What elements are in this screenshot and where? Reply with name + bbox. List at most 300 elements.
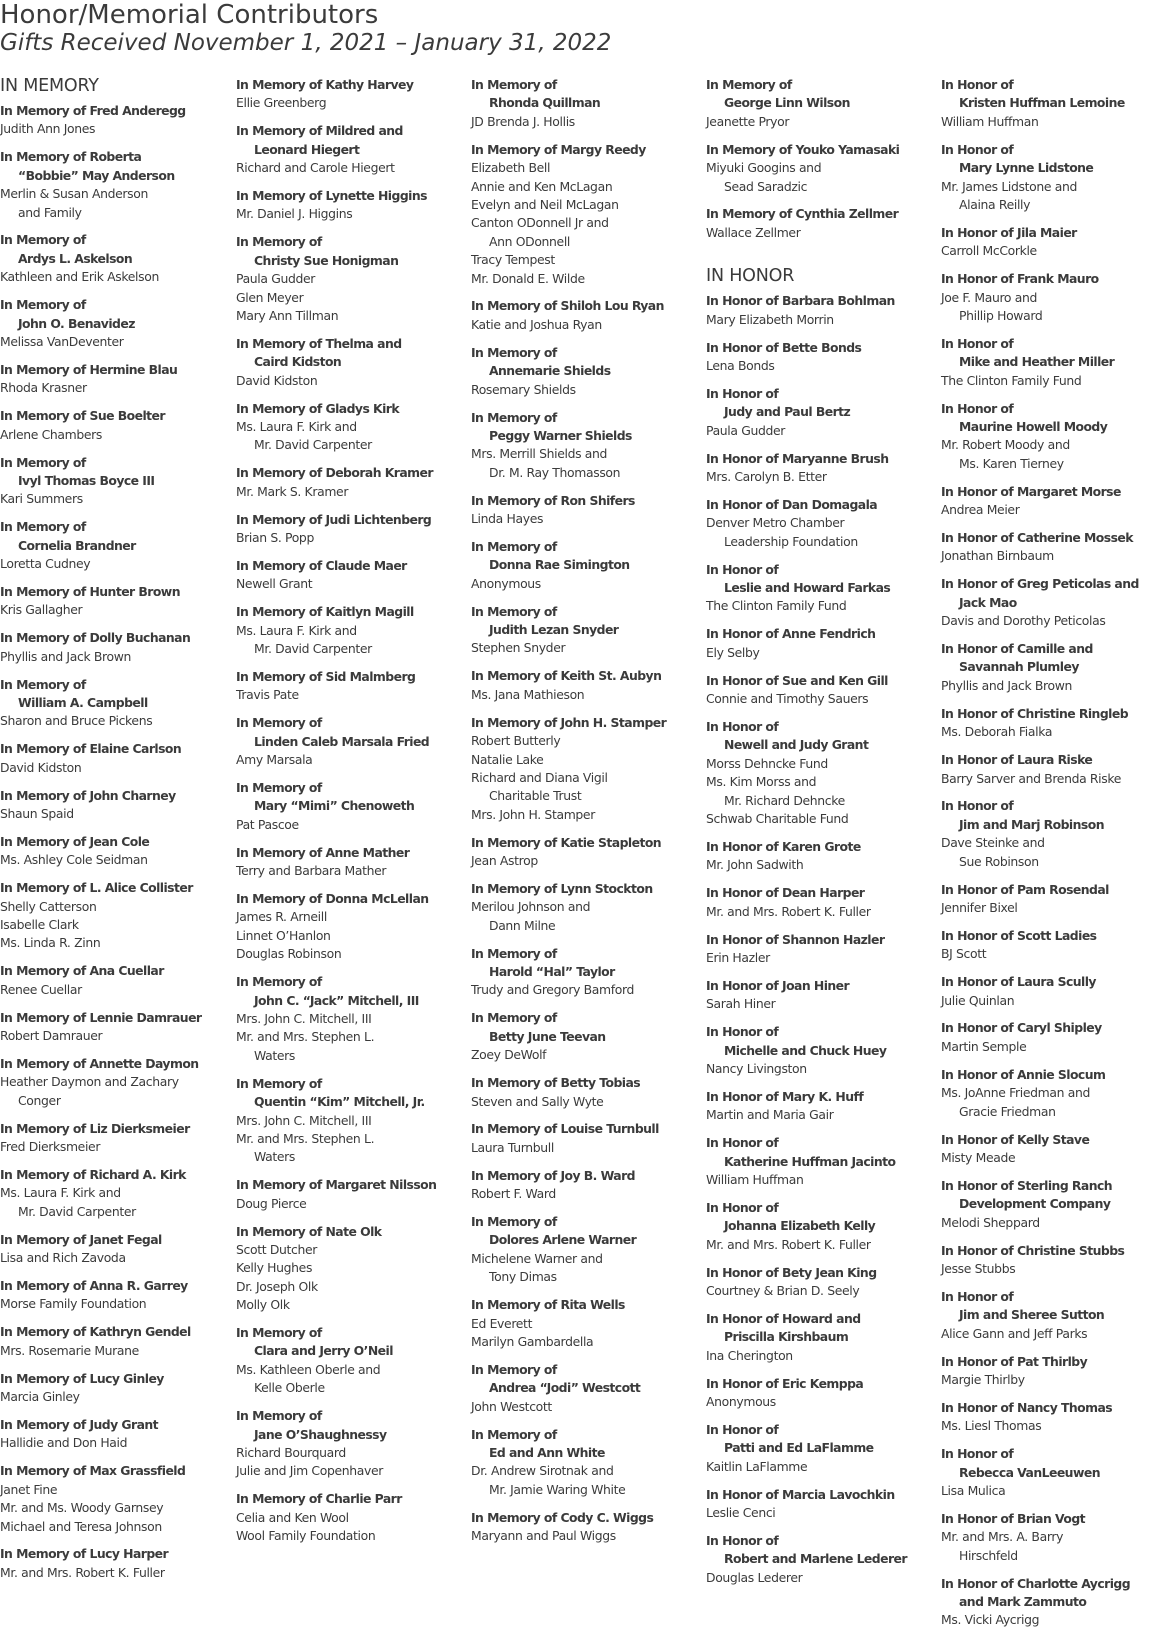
- contributor-name: Molly Olk: [236, 1297, 290, 1313]
- honoree-name: In Honor of Bety Jean King: [706, 1264, 877, 1280]
- contributor-name: Jonathan Birnbaum: [941, 548, 1054, 564]
- honoree-name: Judy and Paul Bertz: [724, 404, 851, 420]
- contributor-name: Ms. Liesl Thomas: [941, 1418, 1042, 1434]
- contributor-name: Melodi Sheppard: [941, 1214, 1040, 1230]
- honoree-name: In Memory of: [471, 603, 557, 619]
- honoree-name: In Memory of Youko Yamasaki: [706, 141, 900, 157]
- tribute-entry: [706, 1264, 932, 1301]
- honoree-name: Cornelia Brandner: [18, 537, 136, 553]
- honoree-name: “Bobbie” May Anderson: [18, 167, 175, 183]
- honoree-name: In Memory of Richard A. Kirk: [0, 1167, 186, 1182]
- contributor-name: Gracie Friedman: [959, 1103, 1056, 1119]
- honoree-name: In Honor of Eric Kemppa: [706, 1375, 864, 1391]
- honoree-name: In Memory of: [471, 1214, 557, 1230]
- tribute-entry: [941, 76, 1154, 131]
- tribute-entry: [236, 233, 462, 325]
- honoree-name: In Honor of: [706, 1135, 779, 1151]
- contributor-name: Robert F. Ward: [471, 1186, 556, 1202]
- contributor-name: Ms. Laura F. Kirk and: [236, 419, 357, 434]
- tribute-entry: [706, 838, 932, 875]
- tribute-entry: [0, 629, 226, 666]
- tribute-entry: [941, 1399, 1154, 1436]
- honoree-name: Dolores Arlene Warner: [489, 1232, 637, 1248]
- honoree-name: Jack Mao: [959, 594, 1017, 610]
- honoree-name: In Memory of Margy Reedy: [471, 141, 646, 157]
- tribute-entry: [706, 496, 932, 551]
- honoree-name: In Memory of Lynette Higgins: [236, 188, 427, 204]
- contributor-name: Andrea Meier: [941, 502, 1020, 518]
- tribute-entry: [471, 603, 697, 658]
- contributor-name: JD Brenda J. Hollis: [471, 113, 575, 129]
- contributor-name: Ms. Kathleen Oberle and: [236, 1361, 381, 1377]
- contributor-name: Connie and Timothy Sauers: [706, 691, 869, 707]
- tribute-entry: [0, 1231, 226, 1268]
- contributor-name: Ms. Laura F. Kirk and: [236, 622, 357, 638]
- tribute-entry: [0, 1055, 226, 1110]
- contributor-name: Mr. Mark S. Kramer: [236, 483, 349, 499]
- contributor-name: Mrs. Carolyn B. Etter: [706, 469, 827, 484]
- contributor-name: Richard and Carole Hiegert: [236, 160, 395, 176]
- contributor-name: Douglas Lederer: [706, 1569, 803, 1585]
- tribute-entry: [0, 1166, 226, 1221]
- column-1: [0, 76, 226, 1592]
- honoree-name: In Memory of Fred Anderegg: [0, 103, 186, 118]
- honoree-name: In Memory of Cynthia Zellmer: [706, 206, 899, 222]
- honoree-name: In Memory of Kaitlyn Magill: [236, 604, 414, 620]
- contributor-name: Mr. Daniel J. Higgins: [236, 206, 353, 222]
- tribute-entry: [0, 1416, 226, 1453]
- contributor-name: Courtney & Brian D. Seely: [706, 1283, 860, 1299]
- tribute-entry: [706, 625, 932, 662]
- honoree-name: In Honor of Dan Domagala: [706, 496, 878, 512]
- tribute-entry: [236, 557, 462, 594]
- contributor-name: Mr. Robert Moody and: [941, 437, 1070, 453]
- tribute-entry: [706, 884, 932, 921]
- tribute-entry: [236, 714, 462, 769]
- tribute-entry: [941, 1445, 1154, 1500]
- column-5: [941, 76, 1154, 1639]
- contributor-name: Mrs. John H. Stamper: [471, 806, 595, 822]
- contributor-name: Phyllis and Jack Brown: [941, 677, 1072, 693]
- contributor-name: Julie Quinlan: [941, 992, 1015, 1008]
- honoree-name: In Memory of Margaret Nilsson: [236, 1177, 437, 1193]
- contributor-name: Newell Grant: [236, 576, 313, 592]
- contributor-name: Ms. JoAnne Friedman and: [941, 1085, 1090, 1101]
- honoree-name: In Memory of Hunter Brown: [0, 583, 180, 599]
- honoree-name: Development Company: [959, 1196, 1111, 1212]
- contributor-name: Morss Dehncke Fund: [706, 755, 828, 771]
- honoree-name: In Memory of: [0, 454, 86, 470]
- honoree-name: In Memory of Mildred and: [236, 123, 403, 139]
- contributor-name: Ms. Kim Morss and: [706, 774, 817, 790]
- honoree-name: Katherine Huffman Jacinto: [724, 1153, 896, 1169]
- tribute-entry: [236, 1324, 462, 1398]
- tribute-entry: [236, 464, 462, 501]
- honoree-name: In Honor of: [941, 77, 1014, 92]
- honoree-name: In Memory of Kathy Harvey: [236, 77, 414, 92]
- tribute-entry: [941, 1510, 1154, 1565]
- contributor-name: Merilou Johnson and: [471, 899, 591, 915]
- honoree-name: In Honor of Margaret Morse: [941, 483, 1121, 499]
- column-4: [706, 76, 932, 1597]
- honoree-name: In Memory of Roberta: [0, 149, 142, 165]
- contributor-name: Natalie Lake: [471, 751, 544, 767]
- honoree-name: In Honor of Shannon Hazler: [706, 931, 885, 947]
- tribute-entry: [0, 231, 226, 286]
- honoree-name: In Honor of Sue and Ken Gill: [706, 672, 888, 688]
- contributor-name: Carroll McCorkle: [941, 243, 1037, 259]
- honoree-name: Caird Kidston: [254, 354, 342, 370]
- contributor-name: Mr. David Carpenter: [18, 1203, 136, 1219]
- tribute-entry: [0, 1323, 226, 1360]
- tribute-entry: [0, 148, 226, 222]
- contributor-name: Michael and Teresa Johnson: [0, 1518, 162, 1534]
- tribute-entry: [0, 1277, 226, 1314]
- contributor-name: Fred Dierksmeier: [0, 1139, 101, 1155]
- tribute-entry: [0, 1009, 226, 1046]
- tribute-entry: [0, 583, 226, 620]
- honoree-name: Savannah Plumley: [959, 659, 1079, 675]
- honoree-name: In Memory of Keith St. Aubyn: [471, 668, 662, 684]
- contributor-name: Mr. James Lidstone and: [941, 178, 1077, 194]
- honoree-name: In Memory of Elaine Carlson: [0, 741, 182, 757]
- honoree-name: In Honor of Caryl Shipley: [941, 1020, 1102, 1036]
- tribute-entry: [471, 297, 697, 334]
- honoree-name: Jane O’Shaughnessy: [254, 1426, 387, 1442]
- tribute-entry: [941, 270, 1154, 325]
- honoree-name: In Memory of Donna McLellan: [236, 891, 429, 907]
- honoree-name: In Honor of Mary K. Huff: [706, 1088, 864, 1104]
- honoree-name: In Memory of Lucy Ginley: [0, 1370, 164, 1386]
- tribute-entry: [471, 667, 697, 704]
- honoree-name: In Memory of: [0, 232, 86, 248]
- honoree-name: In Memory of Cody C. Wiggs: [471, 1509, 654, 1525]
- tribute-entry: [471, 1361, 697, 1416]
- contributor-name: Shaun Spaid: [0, 806, 74, 821]
- tribute-entry: [0, 1545, 226, 1582]
- tribute-entry: [941, 400, 1154, 474]
- contributor-name: Tony Dimas: [489, 1269, 557, 1285]
- contributor-name: Schwab Charitable Fund: [706, 811, 849, 826]
- honoree-name: In Honor of Greg Peticolas and: [941, 576, 1139, 592]
- contributor-name: Kris Gallagher: [0, 602, 83, 618]
- tribute-entry: [0, 833, 226, 870]
- honoree-name: In Honor of Sterling Ranch: [941, 1177, 1113, 1193]
- contributor-name: Mr. David Carpenter: [254, 641, 372, 657]
- honoree-name: In Honor of: [706, 385, 779, 401]
- contributor-name: Ms. Vicki Aycrigg: [941, 1612, 1040, 1628]
- honoree-name: Ed and Ann White: [489, 1445, 605, 1460]
- contributor-name: Sharon and Bruce Pickens: [0, 713, 153, 729]
- contributor-name: Hallidie and Don Haid: [0, 1435, 128, 1451]
- honoree-name: In Memory of Kathryn Gendel: [0, 1324, 191, 1340]
- contributor-name: Richard Bourquard: [236, 1445, 346, 1460]
- honoree-name: In Honor of Annie Slocum: [941, 1066, 1106, 1082]
- honoree-name: In Honor of: [941, 798, 1014, 814]
- contributor-name: Scott Dutcher: [236, 1241, 317, 1257]
- tribute-entry: [706, 76, 932, 131]
- honoree-name: Betty June Teevan: [489, 1028, 606, 1044]
- contributor-name: Charitable Trust: [489, 788, 582, 804]
- contributor-name: Anonymous: [471, 575, 541, 591]
- tribute-entry: [706, 1375, 932, 1412]
- honoree-name: In Memory of Max Grassfield: [0, 1463, 186, 1479]
- tribute-entry: [941, 797, 1154, 871]
- column-2: [236, 76, 462, 1555]
- honoree-name: In Honor of Laura Scully: [941, 974, 1096, 990]
- tribute-entry: [706, 205, 932, 242]
- honoree-name: In Memory of: [236, 1075, 322, 1091]
- contributor-name: Rosemary Shields: [471, 381, 576, 397]
- contributor-name: Terry and Barbara Mather: [236, 863, 387, 879]
- honoree-name: Andrea “Jodi” Westcott: [489, 1380, 641, 1396]
- honoree-name: In Honor of: [941, 141, 1014, 157]
- contributor-name: Shelly Catterson: [0, 898, 97, 914]
- contributor-name: Linnet O’Hanlon: [236, 927, 331, 943]
- contributor-name: Marcia Ginley: [0, 1389, 80, 1405]
- contributor-name: Lisa and Rich Zavoda: [0, 1250, 126, 1266]
- tribute-entry: [706, 561, 932, 616]
- honoree-name: In Memory of John H. Stamper: [471, 714, 667, 730]
- contributor-name: Melissa VanDeventer: [0, 333, 124, 349]
- honoree-name: In Honor of: [706, 561, 779, 577]
- contributor-name: Heather Daymon and Zachary: [0, 1074, 179, 1090]
- contributor-name: Ms. Jana Mathieson: [471, 686, 585, 702]
- tribute-entry: [471, 141, 697, 288]
- contributor-name: William Huffman: [941, 113, 1039, 129]
- tribute-entry: [471, 834, 697, 871]
- honoree-name: In Memory of: [236, 715, 322, 731]
- honoree-name: In Memory of: [471, 945, 557, 961]
- honoree-name: Kristen Huffman Lemoine: [959, 95, 1125, 111]
- contributor-name: Dave Steinke and: [941, 835, 1045, 851]
- contributor-name: Erin Hazler: [706, 949, 770, 965]
- contributor-name: Joe F. Mauro and: [941, 289, 1037, 305]
- honoree-name: In Memory of Sid Malmberg: [236, 668, 416, 684]
- contributor-name: Arlene Chambers: [0, 426, 103, 442]
- page-subtitle: Gifts Received November 1, 2021 – January 31, 2022: [0, 30, 612, 56]
- honoree-name: In Memory of Rita Wells: [471, 1297, 625, 1313]
- tribute-entry: [0, 407, 226, 444]
- contributor-name: Alice Gann and Jeff Parks: [941, 1325, 1088, 1341]
- tribute-entry: [0, 296, 226, 351]
- tribute-entry: [236, 1490, 462, 1545]
- honoree-name: Quentin “Kim” Mitchell, Jr.: [254, 1094, 425, 1110]
- honoree-name: Patti and Ed LaFlamme: [724, 1440, 874, 1456]
- tribute-entry: [941, 141, 1154, 215]
- honoree-name: Michelle and Chuck Huey: [724, 1042, 887, 1058]
- honoree-name: In Honor of Karen Grote: [706, 838, 861, 854]
- honoree-name: In Memory of Liz Dierksmeier: [0, 1120, 190, 1136]
- contributor-name: Travis Pate: [236, 687, 299, 703]
- tribute-entry: [0, 1120, 226, 1157]
- honoree-name: In Honor of Frank Mauro: [941, 271, 1099, 287]
- honoree-name: Newell and Judy Grant: [724, 737, 869, 753]
- contributor-name: Ely Selby: [706, 644, 760, 660]
- honoree-name: Donna Rae Simington: [489, 557, 630, 573]
- tribute-entry: [471, 538, 697, 593]
- contributor-name: Mr. and Ms. Woody Garnsey: [0, 1500, 164, 1516]
- contributor-name: Steven and Sally Wyte: [471, 1093, 604, 1109]
- contributor-name: Margie Thirlby: [941, 1371, 1025, 1387]
- honoree-name: In Honor of Anne Fendrich: [706, 626, 876, 642]
- honoree-name: Jim and Marj Robinson: [959, 816, 1104, 832]
- contributor-name: Phillip Howard: [959, 307, 1043, 323]
- tribute-entry: [706, 1486, 932, 1523]
- contributor-name: BJ Scott: [941, 946, 987, 962]
- contributor-name: Conger: [18, 1092, 61, 1108]
- honoree-name: In Memory of Katie Stapleton: [471, 834, 662, 850]
- contributor-name: Merlin & Susan Anderson: [0, 186, 148, 202]
- tribute-entry: [236, 1223, 462, 1315]
- contributor-name: Ann ODonnell: [489, 233, 571, 249]
- tribute-entry: [706, 1310, 932, 1365]
- honoree-name: In Memory of Gladys Kirk: [236, 400, 400, 416]
- tribute-entry: [706, 1088, 932, 1125]
- contributor-name: Barry Sarver and Brenda Riske: [941, 770, 1122, 786]
- contributor-name: Wallace Zellmer: [706, 224, 801, 240]
- honoree-name: In Honor of: [941, 1288, 1014, 1304]
- honoree-name: In Memory of Hermine Blau: [0, 361, 178, 377]
- honoree-name: In Memory of Louise Turnbull: [471, 1121, 659, 1137]
- tribute-entry: [941, 1131, 1154, 1168]
- contributor-name: Jeanette Pryor: [706, 113, 790, 129]
- honoree-name: In Memory of Sue Boelter: [0, 408, 165, 424]
- honoree-name: In Memory of Judi Lichtenberg: [236, 511, 432, 527]
- honoree-name: Annemarie Shields: [489, 363, 611, 379]
- tribute-entry: [471, 1074, 697, 1111]
- tribute-entry: [706, 1134, 932, 1189]
- contributor-name: Mary Elizabeth Morrin: [706, 311, 834, 327]
- tribute-entry: [236, 122, 462, 177]
- tribute-entry: [236, 511, 462, 548]
- contributor-name: Lisa Mulica: [941, 1483, 1006, 1498]
- contributor-name: Paula Gudder: [236, 271, 316, 287]
- contributor-name: Mr. and Mrs. A. Barry: [941, 1529, 1064, 1545]
- tribute-entry: [0, 740, 226, 777]
- contributor-name: Jean Astrop: [471, 853, 538, 869]
- honoree-name: In Memory of Dolly Buchanan: [0, 630, 191, 646]
- tribute-entry: [706, 718, 932, 828]
- contributor-name: Stephen Snyder: [471, 640, 566, 656]
- contributor-name: Ellie Greenberg: [236, 95, 327, 111]
- honoree-name: In Memory of Ana Cuellar: [0, 963, 164, 979]
- contributor-name: Mrs. Merrill Shields and: [471, 446, 608, 462]
- honoree-name: Leslie and Howard Farkas: [724, 580, 891, 596]
- column-3: [471, 76, 697, 1555]
- contributor-name: Julie and Jim Copenhaver: [236, 1463, 383, 1479]
- tribute-entry: [706, 1421, 932, 1476]
- tribute-entry: [236, 668, 462, 705]
- tribute-entry: [0, 676, 226, 731]
- tribute-entry: [236, 1075, 462, 1167]
- tribute-entry: [471, 492, 697, 529]
- tribute-entry: [941, 705, 1154, 742]
- honoree-name: Judith Lezan Snyder: [489, 622, 619, 638]
- tribute-entry: [471, 1213, 697, 1287]
- honoree-name: In Memory of: [0, 519, 86, 535]
- honoree-name: In Honor of Catherine Mossek: [941, 530, 1133, 546]
- contributor-name: Ms. Linda R. Zinn: [0, 935, 101, 951]
- tribute-entry: [471, 880, 697, 935]
- contributor-name: Mr. and Mrs. Robert K. Fuller: [706, 1236, 871, 1252]
- honoree-name: In Honor of Barbara Bohlman: [706, 293, 895, 309]
- honoree-name: In Memory of L. Alice Collister: [0, 880, 193, 896]
- tribute-entry: [236, 335, 462, 390]
- tribute-entry: [236, 890, 462, 964]
- honoree-name: In Memory of Joy B. Ward: [471, 1167, 635, 1183]
- honoree-name: In Honor of Joan Hiner: [706, 977, 850, 993]
- contributor-name: Renee Cuellar: [0, 981, 82, 997]
- honoree-name: In Memory of Anne Mather: [236, 844, 410, 860]
- contributor-name: Tracy Tempest: [471, 252, 555, 268]
- tribute-entry: [0, 361, 226, 398]
- honoree-name: In Memory of: [0, 676, 86, 692]
- honoree-name: Harold “Hal” Taylor: [489, 964, 615, 980]
- tribute-entry: [236, 1176, 462, 1213]
- tribute-entry: [0, 518, 226, 573]
- honoree-name: In Memory of: [471, 409, 557, 425]
- honoree-name: In Memory of Betty Tobias: [471, 1075, 641, 1091]
- contributor-name: Elizabeth Bell: [471, 160, 551, 176]
- contributor-name: Kaitlin LaFlamme: [706, 1458, 808, 1474]
- honoree-name: In Memory of Shiloh Lou Ryan: [471, 298, 664, 314]
- contributor-name: Pat Pascoe: [236, 816, 299, 832]
- contributor-name: Mr. and Mrs. Robert K. Fuller: [0, 1564, 165, 1580]
- honoree-name: In Honor of Jila Maier: [941, 224, 1077, 240]
- honoree-name: William A. Campbell: [18, 694, 148, 710]
- contributor-name: Dr. Andrew Sirotnak and: [471, 1463, 614, 1479]
- tribute-entry: [706, 1199, 932, 1254]
- tribute-entry: [941, 1177, 1154, 1232]
- contributor-name: William Huffman: [706, 1172, 804, 1187]
- honoree-name: Christy Sue Honigman: [254, 252, 399, 268]
- honoree-name: In Memory of Lynn Stockton: [471, 880, 653, 896]
- honoree-name: Jim and Sheree Sutton: [959, 1307, 1105, 1323]
- contributor-name: Mr. and Mrs. Stephen L.: [236, 1029, 375, 1045]
- contributor-name: Paula Gudder: [706, 422, 786, 438]
- contributor-name: Martin Semple: [941, 1038, 1027, 1054]
- honoree-name: In Memory of: [471, 77, 557, 92]
- tribute-entry: [706, 931, 932, 968]
- honoree-name: In Memory of Jean Cole: [0, 833, 150, 849]
- section-heading: IN HONOR: [706, 266, 795, 287]
- contributor-name: Dann Milne: [489, 917, 556, 933]
- contributor-name: David Kidston: [0, 759, 82, 775]
- tribute-entry: [471, 1509, 697, 1546]
- tribute-entry: [236, 844, 462, 881]
- contributor-name: Mrs. John C. Mitchell, III: [236, 1112, 372, 1128]
- contributor-name: Mr. and Mrs. Robert K. Fuller: [706, 903, 871, 919]
- tribute-entry: [0, 102, 226, 139]
- honoree-name: In Honor of Nancy Thomas: [941, 1399, 1113, 1415]
- contributor-name: Kelly Hughes: [236, 1260, 313, 1276]
- tribute-entry: [706, 977, 932, 1014]
- contributor-name: Rhoda Krasner: [0, 380, 87, 396]
- tribute-entry: [941, 881, 1154, 918]
- contributor-name: Hirschfeld: [959, 1547, 1018, 1563]
- contributor-name: Mr. John Sadwith: [706, 857, 804, 873]
- contributor-name: David Kidston: [236, 372, 318, 388]
- tribute-entry: [706, 1023, 932, 1078]
- tribute-entry: [706, 672, 932, 709]
- honoree-name: Leonard Hiegert: [254, 141, 360, 157]
- honoree-name: In Memory of: [471, 344, 557, 360]
- contributor-name: Ina Cherington: [706, 1347, 793, 1363]
- contributor-name: Annie and Ken McLagan: [471, 178, 613, 194]
- tribute-entry: [0, 1370, 226, 1407]
- contributor-name: Sarah Hiner: [706, 996, 776, 1012]
